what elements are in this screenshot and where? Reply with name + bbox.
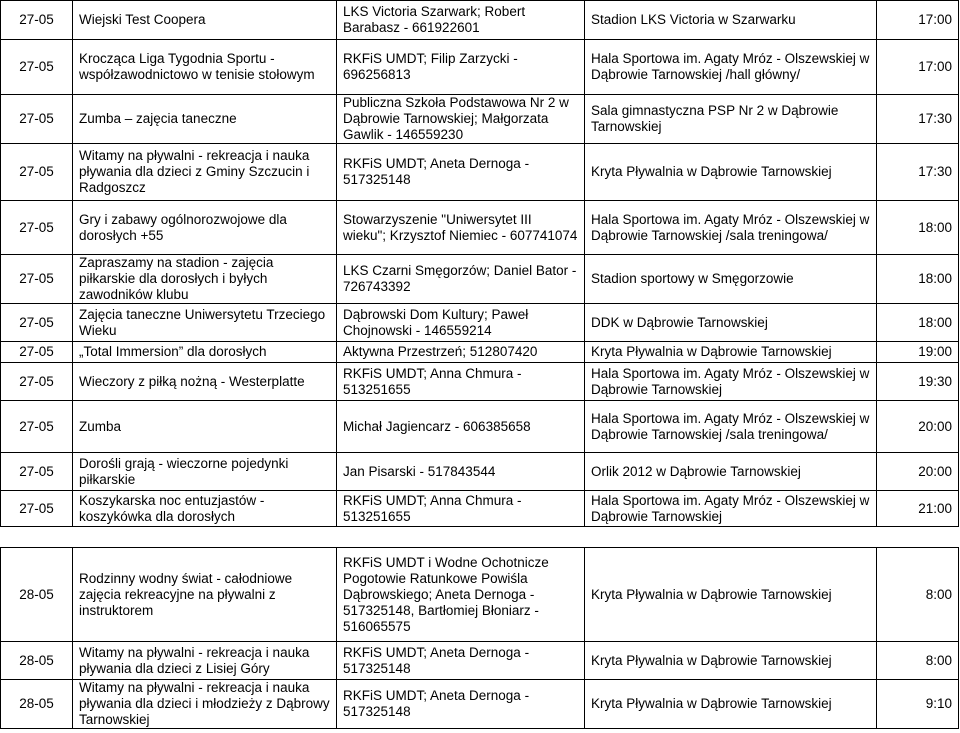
date-cell: 27-05	[1, 304, 73, 342]
time-cell: 17:00	[877, 1, 959, 40]
table-row	[1, 680, 959, 729]
event-cell: Zajęcia taneczne Uniwersytetu Trzeciego Wieku	[73, 304, 337, 342]
event-cell: Zapraszamy na stadion - zajęcia piłkarskie dla dorosłych i byłych zawodników klubu	[73, 255, 337, 304]
time-cell: 9:10	[877, 680, 959, 729]
date-cell: 27-05	[1, 1, 73, 40]
table-row	[1, 342, 959, 363]
schedule-table-28-05	[0, 547, 959, 729]
date-cell: 27-05	[1, 401, 73, 453]
date-cell: 27-05	[1, 255, 73, 304]
event-cell: „Total Immersion” dla dorosłych	[73, 342, 337, 363]
time-cell: 17:00	[877, 40, 959, 95]
place-cell: Kryta Pływalnia w Dąbrowie Tarnowskiej	[585, 342, 877, 363]
table-row	[1, 453, 959, 491]
place-cell: Stadion sportowy w Smęgorzowie	[585, 255, 877, 304]
organizer-cell: LKS Victoria Szarwark; Robert Barabasz - 661922601	[337, 1, 585, 40]
event-cell: Gry i zabawy ogólnorozwojowe dla dorosłych +55	[73, 201, 337, 255]
time-cell: 17:30	[877, 144, 959, 201]
date-cell: 27-05	[1, 40, 73, 95]
time-cell: 19:00	[877, 342, 959, 363]
table-row	[1, 40, 959, 95]
table-row	[1, 1, 959, 40]
table-row	[1, 548, 959, 642]
event-cell: Witamy na pływalni - rekreacja i nauka pływania dla dzieci i młodzieży z Dąbrowy Tarnowskiej	[73, 680, 337, 729]
time-cell: 17:30	[877, 95, 959, 144]
date-cell: 28-05	[1, 680, 73, 729]
event-cell: Wieczory z piłką nożną - Westerplatte	[73, 363, 337, 401]
date-cell: 27-05	[1, 201, 73, 255]
organizer-cell: Dąbrowski Dom Kultury; Paweł Chojnowski - 146559214	[337, 304, 585, 342]
date-cell: 27-05	[1, 491, 73, 527]
place-cell: Hala Sportowa im. Agaty Mróz - Olszewskiej w Dąbrowie Tarnowskiej /sala treningowa/	[585, 201, 877, 255]
place-cell: Hala Sportowa im. Agaty Mróz - Olszewskiej w Dąbrowie Tarnowskiej	[585, 363, 877, 401]
date-cell: 27-05	[1, 144, 73, 201]
place-cell: Stadion LKS Victoria w Szarwarku	[585, 1, 877, 40]
organizer-cell: RKFiS UMDT; Aneta Dernoga - 517325148	[337, 144, 585, 201]
organizer-cell: Michał Jagiencarz - 606385658	[337, 401, 585, 453]
event-cell: Witamy na pływalni - rekreacja i nauka pływania dla dzieci z Lisiej Góry	[73, 642, 337, 680]
place-cell: Hala Sportowa im. Agaty Mróz - Olszewskiej w Dąbrowie Tarnowskiej /sala treningowa/	[585, 401, 877, 453]
time-cell: 20:00	[877, 401, 959, 453]
time-cell: 18:00	[877, 255, 959, 304]
date-cell: 27-05	[1, 95, 73, 144]
place-cell: DDK w Dąbrowie Tarnowskiej	[585, 304, 877, 342]
place-cell: Kryta Pływalnia w Dąbrowie Tarnowskiej	[585, 548, 877, 642]
event-cell: Koszykarska noc entuzjastów - koszykówka dla dorosłych	[73, 491, 337, 527]
date-cell: 28-05	[1, 548, 73, 642]
event-cell: Zumba	[73, 401, 337, 453]
time-cell: 19:30	[877, 363, 959, 401]
table-row	[1, 491, 959, 527]
event-cell: Rodzinny wodny świat - całodniowe zajęcia rekreacyjne na pływalni z instruktorem	[73, 548, 337, 642]
organizer-cell: Jan Pisarski - 517843544	[337, 453, 585, 491]
event-cell: Dorośli grają - wieczorne pojedynki piłkarskie	[73, 453, 337, 491]
organizer-cell: RKFiS UMDT; Aneta Dernoga - 517325148	[337, 642, 585, 680]
event-cell: Wiejski Test Coopera	[73, 1, 337, 40]
date-cell: 27-05	[1, 363, 73, 401]
organizer-cell: RKFiS UMDT; Anna Chmura - 513251655	[337, 363, 585, 401]
time-cell: 18:00	[877, 201, 959, 255]
place-cell: Hala Sportowa im. Agaty Mróz - Olszewskiej w Dąbrowie Tarnowskiej /hall główny/	[585, 40, 877, 95]
place-cell: Kryta Pływalnia w Dąbrowie Tarnowskiej	[585, 144, 877, 201]
organizer-cell: LKS Czarni Smęgorzów; Daniel Bator - 726743392	[337, 255, 585, 304]
time-cell: 18:00	[877, 304, 959, 342]
table-row	[1, 401, 959, 453]
table-row	[1, 201, 959, 255]
place-cell: Kryta Pływalnia w Dąbrowie Tarnowskiej	[585, 680, 877, 729]
place-cell: Kryta Pływalnia w Dąbrowie Tarnowskiej	[585, 642, 877, 680]
time-cell: 8:00	[877, 642, 959, 680]
time-cell: 21:00	[877, 491, 959, 527]
place-cell: Sala gimnastyczna PSP Nr 2 w Dąbrowie Tarnowskiej	[585, 95, 877, 144]
table-row	[1, 255, 959, 304]
organizer-cell: RKFiS UMDT; Aneta Dernoga - 517325148	[337, 680, 585, 729]
organizer-cell: Publiczna Szkoła Podstawowa Nr 2 w Dąbrowie Tarnowskiej; Małgorzata Gawlik - 146559230	[337, 95, 585, 144]
organizer-cell: Stowarzyszenie "Uniwersytet III wieku"; Krzysztof Niemiec - 607741074	[337, 201, 585, 255]
table-row	[1, 95, 959, 144]
time-cell: 20:00	[877, 453, 959, 491]
organizer-cell: RKFiS UMDT i Wodne Ochotnicze Pogotowie Ratunkowe Powiśla Dąbrowskiego; Aneta Dernoga - 517325148, Bartłomiej Błoniarz - 516065575	[337, 548, 585, 642]
organizer-cell: RKFiS UMDT; Anna Chmura - 513251655	[337, 491, 585, 527]
organizer-cell: Aktywna Przestrzeń; 512807420	[337, 342, 585, 363]
event-cell: Zumba – zajęcia taneczne	[73, 95, 337, 144]
date-cell: 27-05	[1, 453, 73, 491]
place-cell: Orlik 2012 w Dąbrowie Tarnowskiej	[585, 453, 877, 491]
time-cell: 8:00	[877, 548, 959, 642]
event-cell: Witamy na pływalni - rekreacja i nauka pływania dla dzieci z Gminy Szczucin i Radgoszcz	[73, 144, 337, 201]
table-row	[1, 642, 959, 680]
date-cell: 28-05	[1, 642, 73, 680]
event-cell: Krocząca Liga Tygodnia Sportu - współzawodnictowo w tenisie stołowym	[73, 40, 337, 95]
table-row	[1, 304, 959, 342]
table-row	[1, 363, 959, 401]
organizer-cell: RKFiS UMDT; Filip Zarzycki - 696256813	[337, 40, 585, 95]
date-cell: 27-05	[1, 342, 73, 363]
place-cell: Hala Sportowa im. Agaty Mróz - Olszewskiej w Dąbrowie Tarnowskiej	[585, 491, 877, 527]
table-row	[1, 144, 959, 201]
